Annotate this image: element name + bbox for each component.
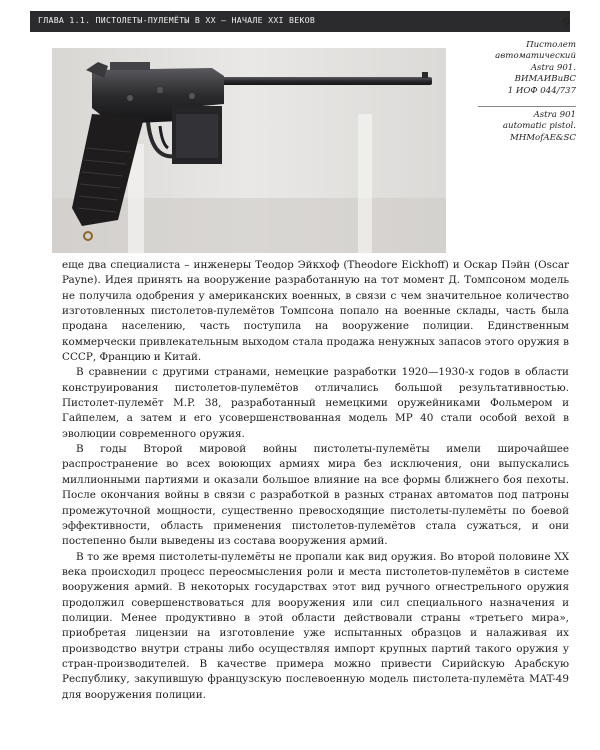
running-head: ГЛАВА 1.1. ПИСТОЛЕТЫ-ПУЛЕМЁТЫ В XX – НАЧАЛЕ XXI ВЕКОВ — [38, 15, 316, 25]
paragraph: В годы Второй мировой войны пистолеты-пулемёты имели широчайшее распространение во всех воюющих армиях мира без исключения, они выпускались миллионными партиями и оказали большое влияние на все формы ближнего боя пехоты. После окончания войны в связи с разработкой в разных странах автоматов под патроны промежуточной мощности, существенно превосходящие пистолеты-пулемёты по боевой эффективности, область применения пистолетов-пулемётов стала сужаться, и они постепенно были выведены из состава вооружения армий. — [62, 443, 569, 548]
paragraph: В сравнении с другими странами, немецкие разработки 1920—1930-х годов в области конструирования пистолетов-пулемётов отличались большой результативностью. Пистолет-пулемёт M.P. 38, разработанный немецкими оружейниками Фольмером и Гайпелем, а затем и его усовершенствованная модель MP 40 стали особой вехой в эволюции современного оружия. — [62, 366, 569, 440]
caption-line: Astra 901 — [533, 110, 576, 120]
pistol-illustration — [52, 48, 446, 253]
caption-line: Пистолет — [526, 40, 576, 50]
paragraph: еще два специалиста – инженеры Теодор Эйкхоф (Theodore Eickhoff) и Оскар Пэйн (Oscar Payne). Идея принять на вооружение разработанную на тот момент Д. Томпсоном модель не получила одобрения у американских военных, в связи с чем значительное количество изготовленных пистолетов-пулемётов Томпсона попало на военные склады, часть была продана населению, часть поступила на вооружение полиции. Единственным коммерчески привлекательным выходом стала продажа ненужных запасов этого оружия в СССР, Францию и Китай. — [62, 259, 569, 364]
caption-line: MHMofAE&SC — [509, 132, 576, 143]
caption-line: автоматический — [495, 51, 576, 62]
paragraph: В то же время пистолеты-пулемёты не пропали как вид оружия. Во второй половине XX века происходил процесс переосмысления роли и места пистолетов-пулемётов в системе вооружения армий. В некоторых государствах этот вид ручного огнестрельного оружия продолжил совершенствоваться для вооружения или сил специального назначения и полиции. Менее продуктивно в этой области действовали страны «третьего мира», приобретая лицензии на изготовление уже испытанных образцов и налаживая их производство внутри страны либо осуществляя импорт крупных партий такого оружия у стран-производителей. В качестве примера можно привести Сирийскую Арабскую Республику, закупившую французскую послевоенную модель пистолета-пулемёта MAT-49 для вооружения полиции. — [62, 550, 569, 701]
caption-russian — [478, 40, 576, 97]
caption-english — [478, 110, 576, 144]
caption-line: Astra 901. — [530, 62, 576, 73]
pistol-photo — [52, 48, 446, 253]
page-number: 9 — [563, 16, 570, 29]
caption-divider — [478, 106, 576, 107]
running-head-bar — [30, 11, 570, 32]
caption-line: 1 ИОФ 044/737 — [507, 85, 576, 96]
caption-line: ВИМАИВиВС — [514, 74, 576, 85]
caption-line: automatic pistol. — [502, 121, 576, 132]
body-text — [62, 258, 569, 703]
